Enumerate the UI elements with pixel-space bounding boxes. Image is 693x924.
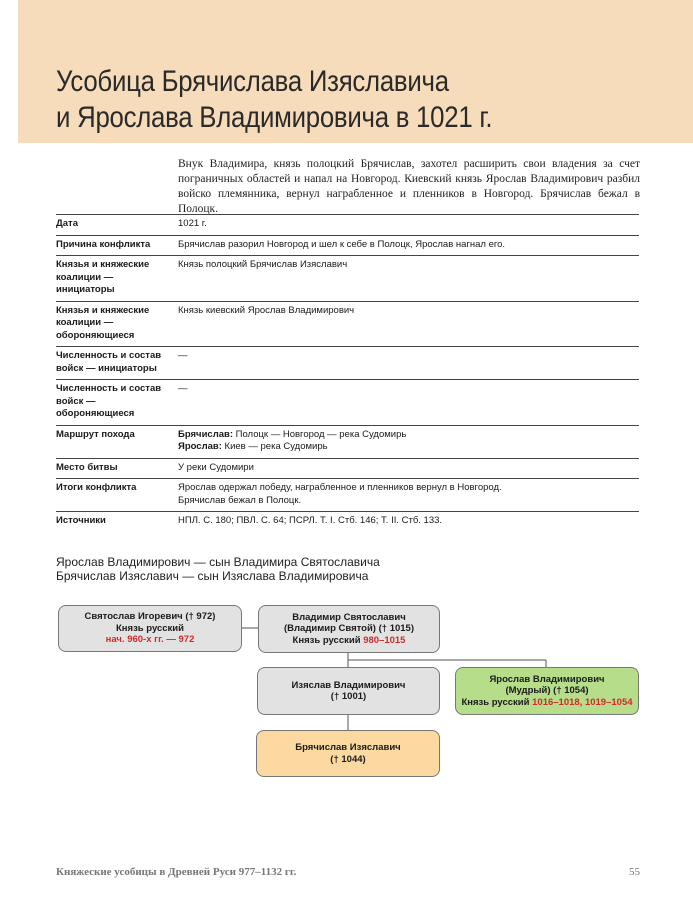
tree-node-izyaslav xyxy=(257,667,440,715)
row-value: Брячислав разорил Новгород и шел к себе в Полоцк, Ярослав нагнал его. xyxy=(178,238,506,250)
route-path: Киев — река Судомирь xyxy=(221,441,328,452)
row-label: Причина конфликта xyxy=(56,238,151,250)
row-label: Дата xyxy=(56,218,78,229)
row-value: Князь киевский Ярослав Владимирович xyxy=(178,304,355,316)
node-reign: 980–1015 xyxy=(363,634,406,646)
node-dates: († 1001) xyxy=(330,691,367,702)
node-name: Святослав Игоревич († 972) xyxy=(84,611,216,623)
node-reign: нач. 960-х гг. — 972 xyxy=(105,634,195,646)
tree-node-svyatoslav xyxy=(58,605,242,652)
row-value: У реки Судомири xyxy=(178,461,254,473)
tree-node-bryachislav xyxy=(256,730,440,777)
row-value: НПЛ. С. 180; ПВЛ. С. 64; ПСРЛ. Т. I. Стб. 146; Т. II. Стб. 133. xyxy=(178,515,443,526)
relation-line-1: Ярослав Владимирович — сын Владимира Святославича xyxy=(56,555,380,569)
result-line-1: Ярослав одержал победу, награбленное и пленников вернул в Новгород. xyxy=(178,482,502,493)
page-title-line-1: Усобица Брячислава Изяславича xyxy=(56,65,449,98)
node-dates: († 1044) xyxy=(330,753,366,765)
node-title: Князь русский xyxy=(115,622,184,634)
row-value: 1021 г. xyxy=(178,218,207,229)
node-name: Ярослав Владимирович xyxy=(489,673,605,685)
row-label: Численность и состав войск — обороняющиеся xyxy=(56,383,162,419)
node-title: Князь русский xyxy=(461,696,533,708)
result-line-2: Брячислав бежал в Полоцк. xyxy=(178,494,302,506)
tree-node-yaroslav xyxy=(455,667,639,715)
route-name: Ярослав: xyxy=(178,441,222,452)
node-title-line xyxy=(461,697,632,709)
node-name: Изяслав Владимирович xyxy=(291,679,406,691)
row-label: Численность и состав войск — инициаторы xyxy=(56,350,162,374)
row-label: Князья и княжеские коалиции — обороняющиеся xyxy=(56,304,150,341)
row-value: Князь полоцкий Брячислав Изяславич xyxy=(178,259,348,270)
row-label: Место битвы xyxy=(56,461,118,473)
page-number: 55 xyxy=(629,866,640,878)
route-path: Полоцк — Новгород — река Судомирь xyxy=(233,428,407,440)
tree-node-vladimir xyxy=(258,605,440,653)
node-name: Брячислав Изяславич xyxy=(295,742,401,753)
node-title-line xyxy=(293,635,406,647)
row-label: Маршрут похода xyxy=(56,428,135,440)
page-title-line-2: и Ярослава Владимировича в 1021 г. xyxy=(56,101,493,134)
footer-book-title: Княжеские усобицы в Древней Руси 977–1132 гг. xyxy=(56,866,297,878)
node-epithet: (Мудрый) († 1054) xyxy=(505,685,589,697)
node-name: Владимир Святославич xyxy=(292,611,406,623)
node-title: Князь русский xyxy=(292,634,364,646)
row-label: Итоги конфликта xyxy=(56,482,137,493)
relation-line-2: Брячислав Изяславич — сын Изяслава Владимировича xyxy=(56,569,369,583)
row-label: Князья и княжеские коалиции — инициаторы xyxy=(56,259,150,295)
intro-paragraph: Внук Владимира, князь полоцкий Брячислав, захотел расширить свои владения за счет пограничных областей и напал на Новгород. Киевский князь Ярослав Владимирович разбил войско племянника, вернул награбленное и пленников в Новгород. Брячислав бежал в Полоцк. xyxy=(178,158,640,215)
row-value: — xyxy=(178,383,188,394)
row-value: — xyxy=(178,350,188,361)
node-reign: 1016–1018, 1019–1054 xyxy=(532,696,633,708)
node-epithet: (Владимир Святой) († 1015) xyxy=(284,623,414,635)
row-label: Источники xyxy=(56,515,106,526)
route-name: Брячислав: xyxy=(178,428,234,440)
